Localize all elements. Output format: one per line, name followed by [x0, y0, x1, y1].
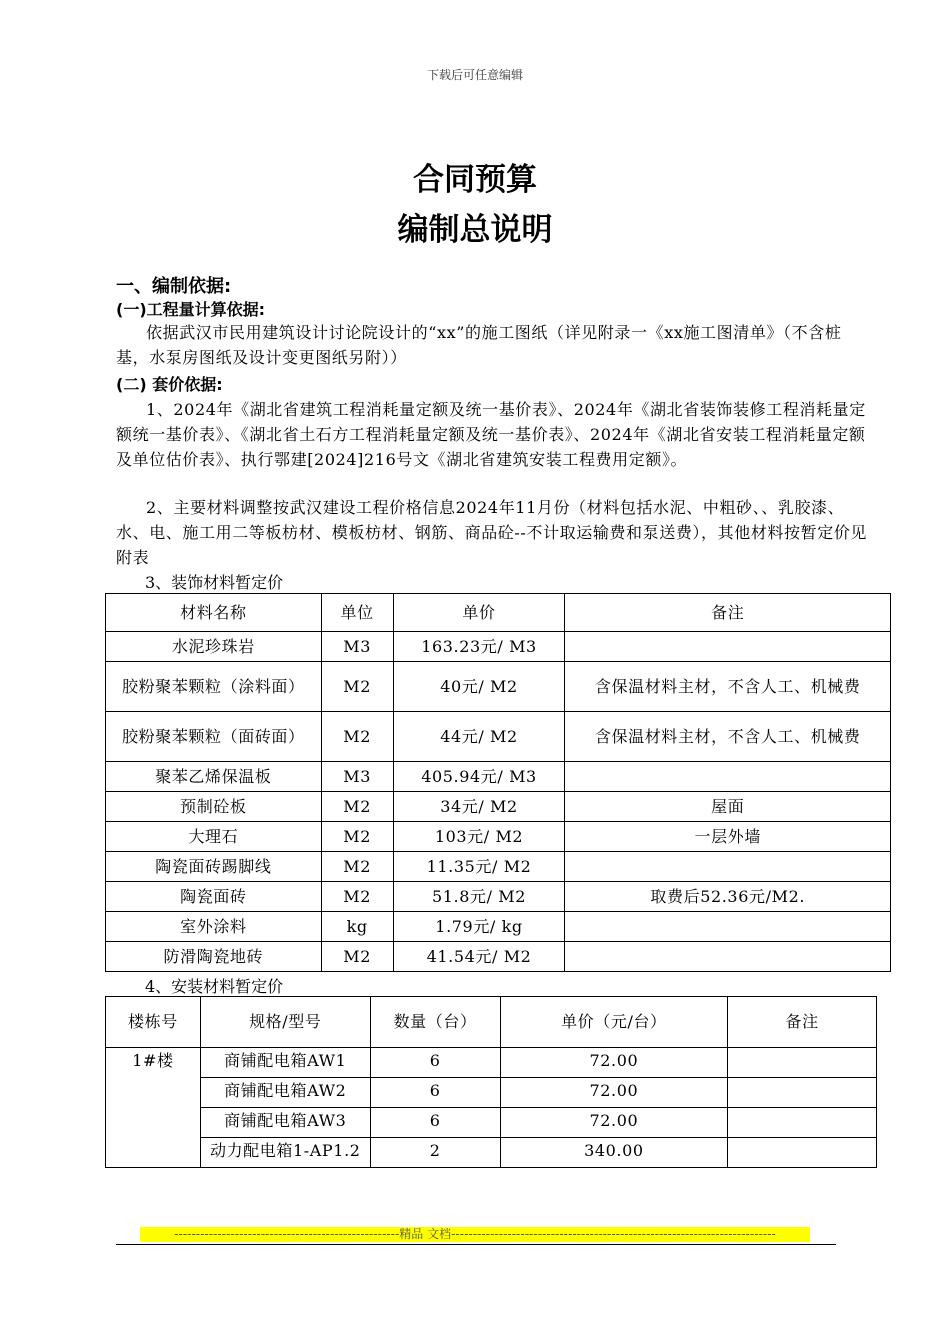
table-row [106, 852, 891, 882]
unit: M2 [321, 882, 393, 912]
material-name: 陶瓷面砖踢脚线 [106, 852, 322, 882]
footer-watermark: ----------------------------------------------------精品 文档--------------------------------------------------------------------------- [140, 1227, 810, 1242]
material-name: 预制砼板 [106, 792, 322, 822]
quantity: 6 [370, 1108, 500, 1138]
quantity: 2 [370, 1138, 500, 1168]
unit-price: 163.23元/ M3 [393, 632, 565, 662]
unit-price: 72.00 [500, 1048, 728, 1078]
remark [728, 1138, 877, 1168]
quantity: 6 [370, 1048, 500, 1078]
material-name: 室外涂料 [106, 912, 322, 942]
table-row [106, 1138, 877, 1168]
material-name: 聚苯乙烯保温板 [106, 762, 322, 792]
column-header: 单价 [393, 594, 565, 632]
unit: M2 [321, 822, 393, 852]
quantity: 6 [370, 1078, 500, 1108]
unit-price: 41.54元/ M2 [393, 942, 565, 972]
table-row [106, 632, 891, 662]
table-row [106, 1078, 877, 1108]
document-title: 合同预算 [413, 162, 537, 198]
unit-price: 44元/ M2 [393, 712, 565, 762]
remark: 含保温材料主材，不含人工、机械费 [565, 712, 891, 762]
header-note: 下载后可任意编辑 [426, 68, 523, 82]
column-header: 材料名称 [106, 594, 322, 632]
column-header: 数量（台） [370, 997, 500, 1048]
unit: M2 [321, 942, 393, 972]
material-name: 陶瓷面砖 [106, 882, 322, 912]
unit-price: 103元/ M2 [393, 822, 565, 852]
unit-price: 1.79元/ kg [393, 912, 565, 942]
pricing-item-1: 1、2024年《湖北省建筑工程消耗量定额及统一基价表》、2024年《湖北省装饰装修工程消耗量定额统一基价表》、《湖北省土石方工程消耗量定额及统一基价表》、2024年《湖北省安装工程消耗量定额及单位估价表》、执行鄂建[2024]216号文《湖北省建筑安装工程费用定额》。 [116, 400, 866, 469]
model-spec: 商铺配电箱AW2 [200, 1078, 370, 1108]
unit-price: 34元/ M2 [393, 792, 565, 822]
subsection-heading-quantity: (一)工程量计算依据: [116, 300, 266, 319]
unit: kg [321, 912, 393, 942]
material-name: 大理石 [106, 822, 322, 852]
unit-price: 72.00 [500, 1078, 728, 1108]
unit: M2 [321, 662, 393, 712]
unit: M2 [321, 712, 393, 762]
column-header: 单位 [321, 594, 393, 632]
table-row [106, 1108, 877, 1138]
unit-price: 340.00 [500, 1138, 728, 1168]
decoration-materials-table [105, 593, 891, 972]
table-row [106, 1048, 877, 1078]
unit: M3 [321, 632, 393, 662]
building-number: 1#楼 [106, 1048, 201, 1168]
remark [728, 1078, 877, 1108]
pricing-item-2: 2、主要材料调整按武汉建设工程价格信息2024年11月份（材料包括水泥、中粗砂、、乳胶漆、水、电、施工用二等板枋材、模板枋材、钢筋、商品砼--不计取运输费和泵送费），其他材料按暂定价见附表 [116, 498, 868, 567]
remark [565, 852, 891, 882]
table-row [106, 942, 891, 972]
unit-price: 72.00 [500, 1108, 728, 1138]
document-subtitle: 编制总说明 [397, 212, 553, 248]
remark: 屋面 [565, 792, 891, 822]
material-name: 胶粉聚苯颗粒（面砖面） [106, 712, 322, 762]
remark: 取费后52.36元/M2. [565, 882, 891, 912]
remark: 含保温材料主材，不含人工、机械费 [565, 662, 891, 712]
table-row [106, 822, 891, 852]
section-heading: 一、编制依据: [116, 276, 232, 297]
remark: 一层外墙 [565, 822, 891, 852]
remark [565, 942, 891, 972]
installation-materials-table [105, 996, 877, 1168]
table-row [106, 912, 891, 942]
remark [565, 762, 891, 792]
column-header: 楼栋号 [106, 997, 201, 1048]
table-row [106, 662, 891, 712]
column-header: 备注 [728, 997, 877, 1048]
material-name: 胶粉聚苯颗粒（涂料面） [106, 662, 322, 712]
table-header-row [106, 997, 877, 1048]
remark [565, 912, 891, 942]
unit: M2 [321, 792, 393, 822]
model-spec: 商铺配电箱AW3 [200, 1108, 370, 1138]
unit-price: 51.8元/ M2 [393, 882, 565, 912]
table-row [106, 882, 891, 912]
unit-price: 11.35元/ M2 [393, 852, 565, 882]
footer-divider [116, 1244, 836, 1245]
table-row [106, 792, 891, 822]
column-header: 备注 [565, 594, 891, 632]
remark [728, 1048, 877, 1078]
unit-price: 40元/ M2 [393, 662, 565, 712]
unit: M2 [321, 852, 393, 882]
model-spec: 动力配电箱1-AP1.2 [200, 1138, 370, 1168]
remark [728, 1108, 877, 1138]
subsection-heading-pricing: (二) 套价依据: [116, 375, 223, 394]
material-name: 水泥珍珠岩 [106, 632, 322, 662]
unit-price: 405.94元/ M3 [393, 762, 565, 792]
decoration-material-label: 3、装饰材料暂定价 [145, 573, 284, 592]
quantity-basis-paragraph: 依据武汉市民用建筑设计讨论院设计的“xx”的施工图纸（详见附录一《xx施工图清单》（不含桩基，水泵房图纸及设计变更图纸另附）） [116, 323, 842, 367]
table-row [106, 762, 891, 792]
column-header: 单价（元/台） [500, 997, 728, 1048]
material-name: 防滑陶瓷地砖 [106, 942, 322, 972]
column-header: 规格/型号 [200, 997, 370, 1048]
table-header-row [106, 594, 891, 632]
installation-material-label: 4、安装材料暂定价 [145, 977, 284, 996]
model-spec: 商铺配电箱AW1 [200, 1048, 370, 1078]
unit: M3 [321, 762, 393, 792]
table-row [106, 712, 891, 762]
remark [565, 632, 891, 662]
